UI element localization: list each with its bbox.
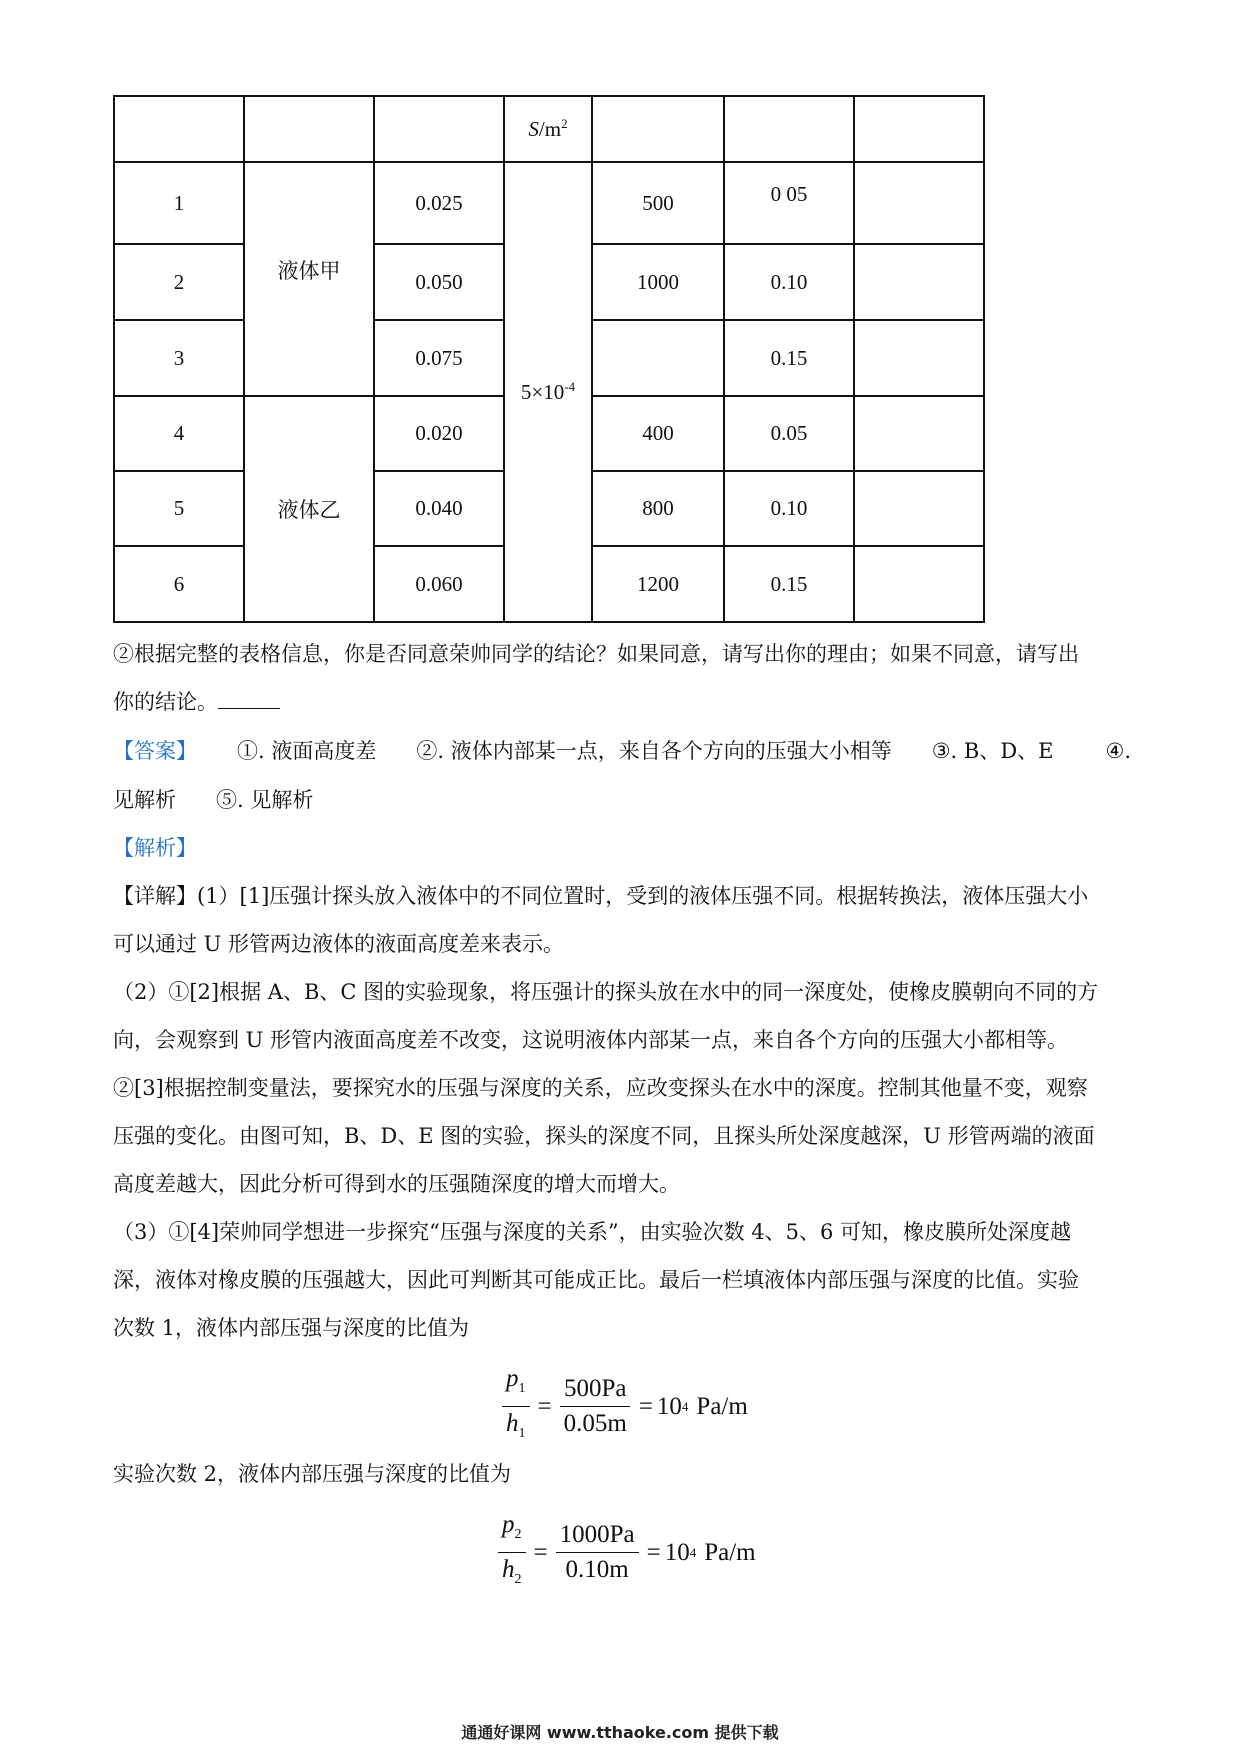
- pressure-cell: 800: [592, 471, 724, 546]
- paragraph-line: 【详解】(1）[1]压强计探头放入液体中的不同位置时，受到的液体压强不同。根据转换法，液体压强大小: [113, 884, 1089, 908]
- trial-number: 5: [114, 471, 244, 546]
- table-header-row: [114, 96, 984, 162]
- answer-item: ②. 液体内部某一点，来自各个方向的压强大小相等: [416, 739, 892, 763]
- fraction-values: $\frac{500Pa}{0.05m}$: [560, 1374, 631, 1439]
- liquid-a-cell: 液体甲: [244, 162, 374, 396]
- paragraph-line: 实验次数 2，液体内部压强与深度的比值为: [113, 1462, 512, 1486]
- ratio-cell: 0.15: [724, 320, 854, 396]
- fraction-lhs: $\frac{p_2}{h_2}$: [498, 1510, 526, 1595]
- answer-item: ③. B、D、E: [931, 739, 1054, 763]
- liquid-b-cell: 液体乙: [244, 396, 374, 622]
- area-cell: $5\times 10^{-4}$: [504, 162, 592, 622]
- empty-cell: [854, 396, 984, 471]
- formula-ratio-1: $\frac{p_1}{h_1}$ = $\frac{500Pa}{0.05m}$ = 10 4 Pa/m: [498, 1364, 748, 1449]
- fraction-lhs: $\frac{p_1}{h_1}$: [502, 1364, 530, 1449]
- depth-cell: 0.075: [374, 320, 504, 396]
- analysis-label: 【解析】: [113, 836, 197, 860]
- answer-line: [113, 784, 313, 814]
- ratio-cell: 0 05: [724, 162, 854, 244]
- trial-number: 4: [114, 396, 244, 471]
- fraction-values: $\frac{1000Pa}{0.10m}$: [556, 1520, 639, 1585]
- table-row: [114, 162, 984, 244]
- ratio-cell: 0.10: [724, 244, 854, 320]
- answer-item: 见解析: [113, 788, 176, 812]
- empty-cell: [854, 244, 984, 320]
- paragraph-line: 次数 1，液体内部压强与深度的比值为: [113, 1316, 470, 1340]
- answer-blank: [218, 690, 280, 709]
- ratio-cell: 0.15: [724, 546, 854, 622]
- pressure-cell: 400: [592, 396, 724, 471]
- depth-cell: 0.025: [374, 162, 504, 244]
- header-area: $S/m^2$: [504, 96, 592, 162]
- ratio-cell: 0.05: [724, 396, 854, 471]
- trial-number: 1: [114, 162, 244, 244]
- formula-ratio-2: $\frac{p_2}{h_2}$ = $\frac{1000Pa}{0.10m}$ = 10 4 Pa/m: [494, 1510, 756, 1595]
- trial-number: 6: [114, 546, 244, 622]
- empty-cell: [854, 320, 984, 396]
- paragraph-line: （2）①[2]根据 A、B、C 图的实验现象，将压强计的探头放在水中的同一深度处，使橡皮膜朝向不同的方: [113, 980, 1099, 1004]
- pressure-cell: 500: [592, 162, 724, 244]
- paragraph-line: ②[3]根据控制变量法，要探究水的压强与深度的关系，应改变探头在水中的深度。控制其他量不变，观察: [113, 1076, 1088, 1100]
- trial-number: 2: [114, 244, 244, 320]
- paragraph-line: 高度差越大，因此分析可得到水的压强随深度的增大而增大。: [113, 1172, 680, 1196]
- question-line: 你的结论。: [113, 686, 280, 716]
- pressure-cell: 1200: [592, 546, 724, 622]
- question-line: ②根据完整的表格信息，你是否同意荣帅同学的结论？如果同意，请写出你的理由；如果不同意，请写出: [113, 642, 1079, 666]
- paragraph-line: 深，液体对橡皮膜的压强越大，因此可判断其可能成正比。最后一栏填液体内部压强与深度的比值。实验: [113, 1268, 1079, 1292]
- answer-item: ①. 液面高度差: [237, 739, 377, 763]
- depth-cell: 0.020: [374, 396, 504, 471]
- depth-cell: 0.060: [374, 546, 504, 622]
- footer-watermark: 通通好课网 www.tthaoke.com 提供下载: [461, 1723, 779, 1742]
- answer-item: ④.: [1105, 739, 1132, 763]
- answer-label: 【答案】: [113, 739, 197, 763]
- trial-number: 3: [114, 320, 244, 396]
- empty-cell: [854, 162, 984, 244]
- data-table: [113, 95, 985, 623]
- answer-line: [113, 735, 1131, 765]
- depth-cell: 0.050: [374, 244, 504, 320]
- paragraph-line: 向，会观察到 U 形管内液面高度差不改变，这说明液体内部某一点，来自各个方向的压强大小都相等。: [113, 1028, 1069, 1052]
- pressure-cell: 1000: [592, 244, 724, 320]
- pressure-cell: [592, 320, 724, 396]
- answer-item: ⑤. 见解析: [216, 788, 314, 812]
- paragraph-line: （3）①[4]荣帅同学想进一步探究“压强与深度的关系”，由实验次数 4、5、6 可知，橡皮膜所处深度越: [113, 1220, 1072, 1244]
- paragraph-line: 压强的变化。由图可知，B、D、E 图的实验，探头的深度不同，且探头所处深度越深，U 形管两端的液面: [113, 1124, 1095, 1148]
- ratio-cell: 0.10: [724, 471, 854, 546]
- empty-cell: [854, 471, 984, 546]
- empty-cell: [854, 546, 984, 622]
- paragraph-line: 可以通过 U 形管两边液体的液面高度差来表示。: [113, 932, 565, 956]
- depth-cell: 0.040: [374, 471, 504, 546]
